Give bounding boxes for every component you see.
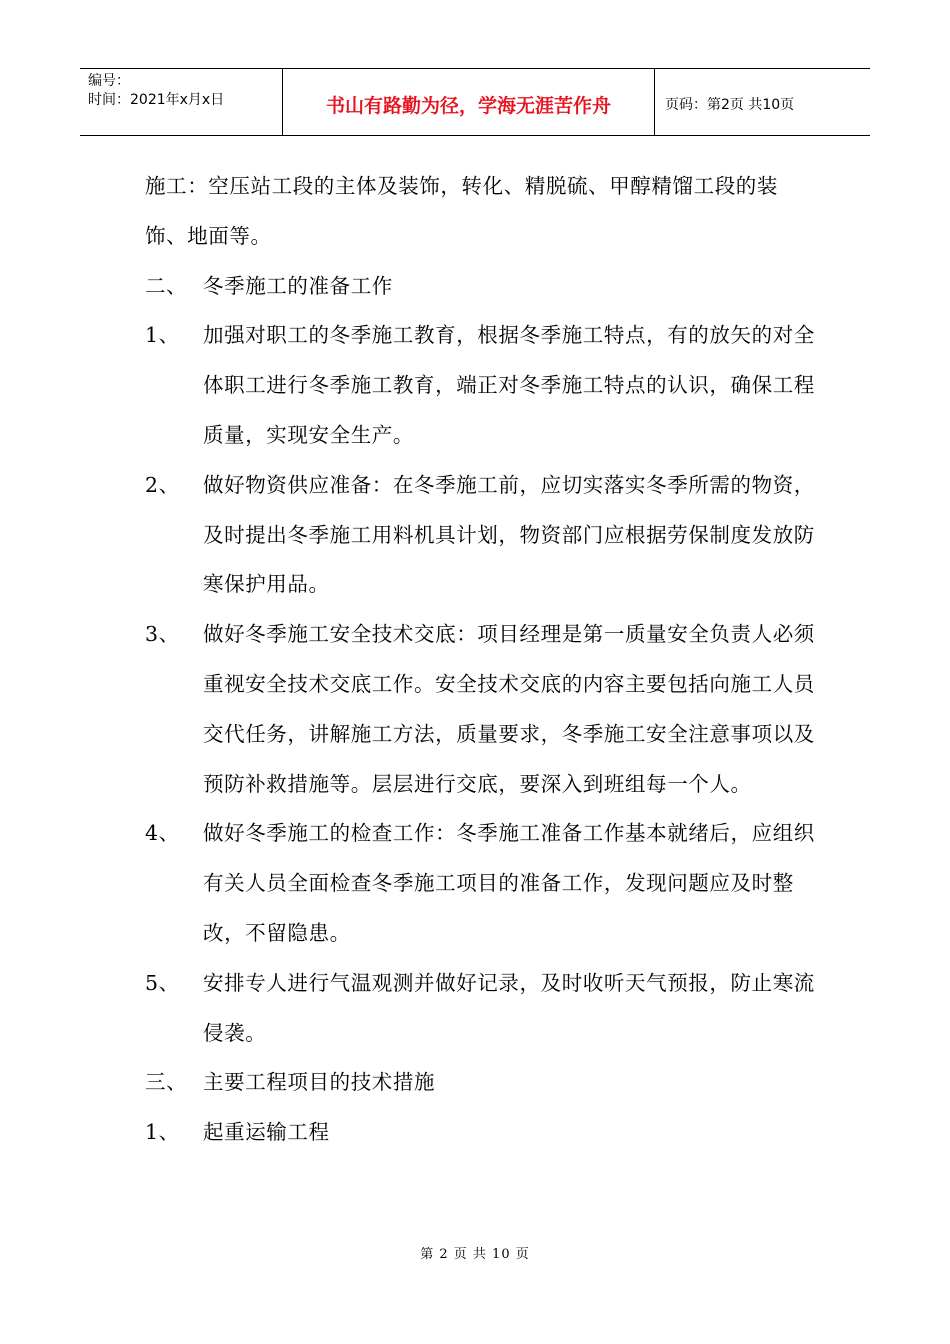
list-item-number: 2、 bbox=[145, 472, 180, 497]
list-item-number: 1、 bbox=[145, 323, 180, 348]
subsection-heading bbox=[145, 1108, 815, 1158]
section-heading-2 bbox=[145, 262, 815, 312]
list-item bbox=[145, 311, 815, 460]
list-item-text: 做好冬季施工的检查工作：冬季施工准备工作基本就绪后，应组织有关人员全面检查冬季施工项目的准备工作，发现问题应及时整改，不留隐患。 bbox=[203, 821, 815, 945]
list-item bbox=[145, 461, 815, 610]
list-item-text: 安排专人进行气温观测并做好记录，及时收听天气预报，防止寒流侵袭。 bbox=[203, 970, 815, 1045]
list-item-number: 3、 bbox=[145, 622, 180, 647]
page-footer: 第 2 页 共 10 页 bbox=[420, 1247, 530, 1262]
header-code-label: 编号： bbox=[88, 73, 130, 89]
list-item-text: 做好冬季施工安全技术交底：项目经理是第一质量安全负责人必须重视安全技术交底工作。安全技术交底的内容主要包括向施工人员交代任务，讲解施工方法，质量要求，冬季施工安全注意事项以及预防补救措施等。层层进行交底，要深入到班组每一个人。 bbox=[203, 622, 815, 796]
section-number: 三、 bbox=[145, 1070, 188, 1095]
list-item-text: 做好物资供应准备：在冬季施工前，应切实落实冬季所需的物资，及时提出冬季施工用料机具计划，物资部门应根据劳保制度发放防寒保护用品。 bbox=[203, 472, 815, 597]
list-item-number: 5、 bbox=[145, 970, 180, 995]
section-heading-3 bbox=[145, 1058, 815, 1108]
intro-paragraph: 施工：空压站工段的主体及装饰，转化、精脱硫、甲醇精馏工段的装饰、地面等。 bbox=[145, 174, 778, 248]
page-header bbox=[80, 68, 870, 136]
section-title: 冬季施工的准备工作 bbox=[203, 273, 393, 298]
header-motto: 书山有路勤为径，学海无涯苦作舟 bbox=[283, 69, 655, 135]
section-number: 二、 bbox=[145, 273, 188, 298]
subsection-title: 起重运输工程 bbox=[203, 1120, 330, 1145]
list-item bbox=[145, 610, 815, 809]
subsection-number: 1、 bbox=[145, 1120, 180, 1145]
header-page-info: 页码：第2页 共10页 bbox=[665, 97, 795, 113]
document-body bbox=[145, 162, 815, 1158]
header-time-label: 时间：2021年x月x日 bbox=[88, 92, 225, 108]
header-meta bbox=[80, 69, 283, 135]
list-item-number: 4、 bbox=[145, 821, 180, 846]
list-item-text: 加强对职工的冬季施工教育，根据冬季施工特点，有的放矢的对全体职工进行冬季施工教育，端正对冬季施工特点的认识，确保工程质量，实现安全生产。 bbox=[203, 323, 815, 447]
list-item bbox=[145, 809, 815, 958]
section-title: 主要工程项目的技术措施 bbox=[203, 1070, 436, 1095]
list-item bbox=[145, 959, 815, 1059]
